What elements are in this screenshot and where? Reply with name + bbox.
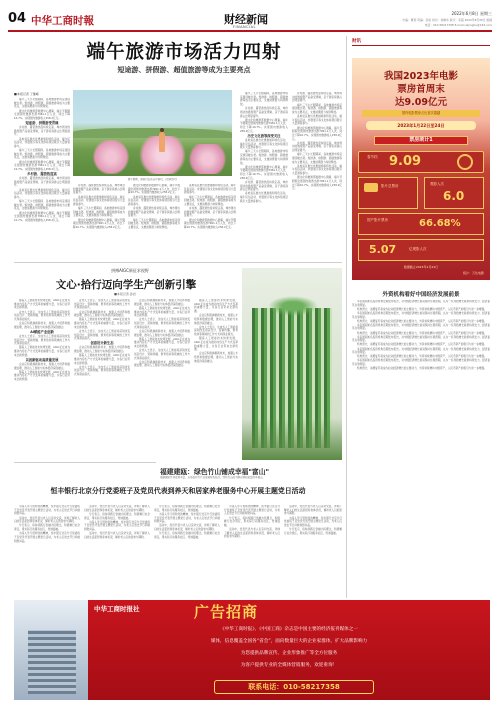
lead-photo-caption: 端午假期，游客们在花丛中游玩。(资料图片)	[127, 178, 178, 181]
ad-line: 为客户提供专业的全媒体营销服务，欢迎垂询！	[240, 663, 338, 668]
paragraph: 业内人士表示，生成式人工智能将深刻改变创意设计、营销传播、教育培训等领域的工作方式和商业模式。	[134, 349, 190, 360]
paragraph: 分行表示，将持续践行金融为民理念，积极履行社会责任，用实际行动服务社区，传递温暖。	[154, 505, 220, 512]
subheading: 创意设计新生态	[90, 341, 114, 346]
feature1-col-3	[134, 299, 190, 459]
feature1-col-1	[14, 299, 70, 459]
paragraph: 业内人士表示，生成式人工智能将深刻改变创意设计、营销传播、教育培训等领域的工作方式和商业模式。	[14, 334, 70, 346]
section-title: 财经新闻	[224, 13, 268, 26]
section-rule	[14, 262, 342, 263]
ad-logo: 中华工商时报社	[94, 605, 140, 613]
paragraph: 业内人士表示，生成式人工智能将深刻改变创意设计、营销传播、教育培训等领域的工作方式和商业模式。	[74, 299, 130, 310]
paragraph: 企业应积极拥抱新技术，加强人才培养和数据治理，推动人工智能与实体经济深度融合。	[14, 322, 70, 329]
paragraph: 各地景区推出优惠措施和特色活动，端午民俗活动、非遗展示等文化体验项目吸引大量游客参与。	[240, 138, 288, 150]
paragraph: 为深入学习贯彻党的精神，恒丰银行北京分行党委班子及党员代表开展主题党日活动，为老人们送去节日问候和慰问品。	[284, 516, 342, 527]
paragraph: 机构预计，消费复苏将成为拉动经济增长的主要动力，外资持续增持中国资产，人民币资产的吸引力进一步增强。	[357, 367, 487, 371]
stat-value: 66.68%	[419, 218, 461, 229]
ticket-icon	[364, 183, 378, 192]
paragraph: 各地景区推出优惠措施和特色活动，端午民俗活动、非遗展示等文化体验项目吸引大量游客参与。	[240, 192, 288, 203]
stat-label: 观影人次	[430, 182, 444, 186]
paragraph: 多家国际知名投资机构近期发布报告，对中国经济增长前景保持乐观预期，认为一系列稳增长政策持续发力，经济复苏态势明显。	[352, 347, 490, 355]
paragraph: 企业应积极拥抱新技术，加强人才培养和数据治理，推动人工智能与实体经济深度融合。	[14, 362, 70, 370]
paragraph: 乡村游、露营游热度持续走高，城市周边的微度假产品备受青睐，亲子游家庭游占比明显提升。	[292, 141, 342, 153]
paragraph: 各地景区推出优惠措施和特色活动，端午民俗活动、非遗展示等文化体验项目吸引大量游客参与。	[73, 195, 125, 206]
header-info: 中编：曹莉 责编：孙岩 校对：刘晓华 版式：李超 2022年8月30日 组稿	[402, 18, 492, 22]
stat-value: 6.0	[443, 189, 465, 203]
feature1-col-2	[74, 299, 130, 459]
banner-title-2: 票房首周末	[397, 84, 445, 95]
paragraph: 业内人士表示，生成式人工智能将深刻改变创意设计、营销传播、教育培训等领域的工作方式和商业模式。	[74, 329, 130, 341]
paragraph: 机构预计，消费复苏将成为拉动经济增长的主要动力，外资持续增持中国资产，人民币资产的吸引力进一步增强。	[357, 343, 487, 347]
paragraph: 据文化和旅游部数据中心测算，端午节假期全国国内旅游出游7961.1万人次，同比下降10.7%。实现国内旅游收入258.2亿元。	[292, 176, 342, 191]
box-office-infographic	[352, 58, 490, 280]
infographic-note: 数据截止2023年1月24日	[403, 265, 439, 269]
paragraph: 各地景区推出优惠措施和特色活动，端午民俗活动、非遗展示等文化体验项目吸引大量游客参与。	[292, 115, 342, 126]
paragraph: 各地景区推出优惠措施和特色活动，端午民俗活动、非遗展示等文化体验项目吸引大量游客参与。	[184, 184, 236, 195]
feature1-col-4	[194, 299, 238, 459]
lead-col-3	[128, 184, 180, 262]
paragraph: 分行表示，将持续践行金融为民理念，积极履行社会责任，用实际行动服务社区，传递温暖。	[84, 512, 150, 520]
paragraph: 为深入学习贯彻党的精神，恒丰银行北京分行党委班子及党员代表开展主题党日活动，为老人们送去节日问候和慰问品。	[14, 532, 80, 543]
paragraph: 分行表示，将持续践行金融为民理念，积极履行社会责任，用实际行动服务社区，传递温暖。	[154, 532, 220, 539]
ribbon-label: 票房统计1	[374, 136, 468, 145]
lead-col-2	[73, 184, 125, 262]
paragraph: 活动中，党员代表与老人们亲切交流，详细了解老人们的生活起居和身体状况，倾听老人们的需求与期盼。	[224, 528, 280, 539]
lead-subtitle: 短途游、拼假游、超值旅游等成为主要亮点	[117, 66, 251, 74]
header-contact: 电话：010-58217398 E-mail:caijingbu@163.com	[424, 22, 492, 27]
paragraph: 端午三天小长假期间，各地旅游市场呈现回暖态势。短途游、拼假游、超值旅游等成为主要亮点，文旅消费潜力持续释放。	[14, 200, 70, 211]
paragraph: 端午三天小长假期间，各地旅游市场呈现回暖态势。短途游、拼假游、超值旅游等成为主要亮点，文旅消费潜力持续释放。	[184, 195, 236, 206]
feature2-col-2	[84, 505, 150, 597]
paragraph: 为深入学习贯彻党的精神，恒丰银行北京分行党委班子及党员代表开展主题党日活动，为老人们送去节日问候和慰问品。	[84, 520, 150, 531]
paragraph: 活动中，党员代表与老人们亲切交流，详细了解老人们的生活起居和身体状况，倾听老人们的需求与期盼。	[84, 532, 150, 539]
lead-photo	[73, 90, 232, 176]
paragraph: 分行表示，将持续践行金融为民理念，积极履行社会责任，用实际行动服务社区，传递温暖。	[224, 516, 280, 527]
page-number: 04	[8, 11, 27, 26]
paragraph: 据文化和旅游部数据中心测算，端午节假期全国国内旅游出游7961.1万人次，同比下降10.7%。实现国内旅游收入258.2亿元。	[240, 165, 288, 180]
paragraph: 随着人工智能技术快速发展，AIGC正在成为推动内容生产方式变革的重要力量，为各行业带来全新机遇。	[134, 337, 190, 348]
paragraph: 据文化和旅游部数据中心测算，端午节假期全国国内旅游出游7961.1万人次，同比下降10.7%。实现国内旅游收入258.2亿元。	[14, 211, 70, 222]
paragraph: 分行表示，将持续践行金融为民理念，积极履行社会责任，用实际行动服务社区，传递温暖。	[284, 528, 342, 535]
paragraph: 企业应积极拥抱新技术，加强人才培养和数据治理，推动人工智能与实体经济深度融合。	[134, 329, 190, 337]
stat-label: 春节档	[367, 155, 378, 159]
stat-label: 影片总票房	[381, 184, 399, 188]
paragraph: 随着人工智能技术快速发展，AIGC正在成为推动内容生产方式变革的重要力量，为各行业带来全新机遇。	[194, 337, 238, 352]
feature2-col-4	[224, 505, 280, 597]
paragraph: 据文化和旅游部数据中心测算，端午节假期全国国内旅游出游7961.1万人次，同比下降10.7%。实现国内旅游收入258.2亿元。	[128, 184, 180, 195]
page-header	[8, 10, 492, 32]
paragraph: 端午三天小长假期间，各地旅游市场呈现回暖态势。短途游、拼假游、超值旅游等成为主要亮点，文旅消费潜力持续释放。	[240, 150, 288, 165]
paragraph: 端午三天小长假期间，各地旅游市场呈现回暖态势。短途游、拼假游、超值旅游等成为主要亮点，文旅消费潜力持续释放。	[73, 207, 125, 218]
paragraph: 端午三天小长假期间，各地旅游市场呈现回暖态势。短途游、拼假游、超值旅游等成为主要亮点，文旅消费潜力持续释放。	[292, 103, 342, 114]
stat-card	[358, 177, 418, 209]
bamboo-photo-headline: 福建建瓯：绿色竹山铺成幸福"富山"	[160, 468, 270, 476]
stat-card	[358, 151, 484, 173]
right-article-title: 外资机构看好中国经济发展前景	[382, 292, 460, 298]
paragraph: 业内人士表示，生成式人工智能将深刻改变创意设计、营销传播、教育培训等领域的工作方式和商业模式。	[194, 325, 238, 337]
feature2-col-3	[154, 505, 220, 597]
paragraph: 据文化和旅游部数据中心测算，端午节假期全国国内旅游出游7961.1万人次，同比下降10.7%。实现国内旅游收入258.2亿元。	[184, 218, 236, 229]
header-rule	[8, 30, 492, 32]
paragraph: 活动中，党员代表与老人们亲切交流，详细了解老人们的生活起居和身体状况，倾听老人们的需求与期盼。	[84, 505, 150, 512]
ad-title: 广告招商	[194, 603, 259, 621]
subheading: 短途游、拼假游受青睐	[25, 121, 59, 125]
paragraph: 企业应积极拥抱新技术，加强人才培养和数据治理，推动人工智能与实体经济深度融合。	[74, 310, 130, 318]
paragraph: 据文化和旅游部数据中心测算，端午节假期全国国内旅游出游7961.1万人次，同比下降10.7%。实现国内旅游收入258.2亿元。	[240, 118, 288, 133]
paragraph: 各地景区推出优惠措施和特色活动，端午民俗活动、非遗展示等文化体验项目吸引大量游客参与。	[128, 195, 180, 206]
ad-building-graphic	[28, 630, 76, 694]
paragraph: 乡村游、露营游热度持续走高，城市周边的微度假产品备受青睐，亲子游家庭游占比明显提升。	[184, 207, 236, 218]
paragraph: 端午三天小长假期间，各地旅游市场呈现回暖态势。短途游、拼假游、超值旅游等成为主要亮点，文旅消费潜力持续释放。	[240, 92, 288, 107]
paragraph: 为深入学习贯彻党的精神，恒丰银行北京分行党委班子及党员代表开展主题党日活动，为老人们送去节日问候和慰问品。	[154, 512, 220, 524]
stat-label: 亿观影人次	[409, 247, 427, 251]
feature2-col-1	[14, 505, 80, 597]
paragraph: 机构预计，消费复苏将成为拉动经济增长的主要动力，外资持续增持中国资产，人民币资产的吸引力进一步增强。	[357, 331, 487, 335]
paragraph: 为深入学习贯彻党的精神，恒丰银行北京分行党委班子及党员代表开展主题党日活动，为老人们送去节日问候和慰问品。	[14, 505, 80, 516]
issue-date: 2022年6月8日 星期三	[451, 11, 492, 16]
paragraph: 分行表示，将持续践行金融为民理念，积极履行社会责任，用实际行动服务社区，传递温暖。	[14, 524, 80, 531]
gold-strip: 国内电影票房占比首次超越	[362, 110, 480, 117]
stat-card	[358, 239, 484, 261]
paragraph: 随着人工智能技术快速发展，AIGC正在成为推动内容生产方式变革的重要力量，为各行业带来全新机遇。	[14, 346, 70, 357]
feature1-kicker: 拼搏AIGC新征求视野	[111, 268, 149, 273]
paragraph: 据文化和旅游部数据中心测算，端午节假期全国国内旅游出游7961.1万人次，同比下降10.7%。实现国内旅游收入258.2亿元。	[14, 160, 70, 171]
bamboo-photo-caption: 福建建瓯竹林资源丰富，当地依托竹产业发展特色经济，绿色竹山成为群众增收致富的幸福山。	[160, 476, 266, 479]
banner-title-3: 达9.09亿元	[395, 97, 447, 108]
paragraph: 据文化和旅游部数据中心测算，端午节假期全国国内旅游出游7961.1万人次，同比下降10.7%。实现国内旅游收入258.2亿元。	[292, 126, 342, 141]
paragraph: 活动中，党员代表与老人们亲切交流，详细了解老人们的生活起居和身体状况，倾听老人们的需求与期盼。	[284, 505, 342, 516]
paragraph: 活动中，党员代表与老人们亲切交流，详细了解老人们的生活起居和身体状况，倾听老人们的需求与期盼。	[154, 524, 220, 531]
ad-building-panel	[14, 600, 88, 700]
stat-value: 9.09	[389, 154, 422, 169]
ad-line: 为您提供品牌宣传、企业形象推广等全方位服务	[240, 651, 338, 656]
bottom-ad	[14, 600, 490, 700]
lead-title: 端午旅游市场活力四射	[86, 42, 282, 63]
date-pill: 2023年1月22日至24日	[366, 121, 476, 130]
paragraph: 乡村游、露营游热度持续走高，城市周边的微度假产品备受青睐，亲子游家庭游占比明显提升。	[240, 107, 288, 118]
stat-card	[358, 213, 484, 235]
paragraph: 多家国际知名投资机构近期发布报告，对中国经济增长前景保持乐观预期，认为一系列稳增长政策持续发力，经济复苏态势明显。	[352, 335, 490, 343]
subheading: 以创新驱动高质量发展	[25, 357, 59, 362]
paragraph: 随着人工智能技术快速发展，AIGC正在成为推动内容生产方式变革的重要力量，为各行业带来全新机遇。	[14, 370, 70, 381]
stat-value: 5.07	[369, 243, 397, 256]
lead-col-4	[184, 184, 236, 262]
right-tag-rule	[352, 45, 490, 46]
paragraph: 为深入学习贯彻党的精神，恒丰银行北京分行党委班子及党员代表开展主题党日活动，为老人们送去节日问候和慰问品。	[224, 505, 280, 516]
paragraph: 乡村游、露营游热度持续走高，城市周边的微度假产品备受青睐，亲子游家庭游占比明显提升。	[14, 177, 70, 188]
paragraph: 机构预计，消费复苏将成为拉动经济增长的主要动力，外资持续增持中国资产，人民币资产的吸引力进一步增强。	[357, 319, 487, 323]
paragraph: 多家国际知名投资机构近期发布报告，对中国经济增长前景保持乐观预期，认为一系列稳增长政策持续发力，经济复苏态势明显。	[352, 359, 490, 367]
ad-phone: 联系电话：010-58217358	[214, 680, 374, 694]
paragraph: 乡村游、露营游热度持续走高，城市周边的微度假产品备受青睐，亲子游家庭游占比明显提升。	[73, 184, 125, 195]
paper-name: 中华工商时報	[31, 15, 94, 27]
paragraph: 随着人工智能技术快速发展，AIGC正在成为推动内容生产方式变革的重要力量，为各行业带来全新机遇。	[74, 318, 130, 329]
infographic-credit: 统计：万达电影	[462, 271, 484, 275]
subheading: AI赋能产业创新	[30, 329, 54, 334]
feature1-byline: ■本报记者 孙岩	[114, 292, 136, 296]
film-reel-icon	[457, 154, 473, 170]
ad-line: 媒体，信息覆盖全国各“省会”，面向数量巨大的企业家群体，扩大品牌影响力	[210, 639, 368, 644]
paragraph: 据文化和旅游部数据中心测算，端午节假期全国国内旅游出游7961.1万人次，同比下降10.7%。实现国内旅游收入258.2亿元。	[14, 109, 70, 120]
paragraph: 企业应积极拥抱新技术，加强人才培养和数据治理，推动人工智能与实体经济深度融合。	[134, 299, 190, 306]
paragraph: 企业应积极拥抱新技术，加强人才培养和数据治理，推动人工智能与实体经济深度融合。	[194, 314, 238, 325]
paragraph: 多家国际知名投资机构近期发布报告，对中国经济增长前景保持乐观预期，认为一系列稳增长政策持续发力，经济复苏态势明显。	[352, 311, 490, 319]
paragraph: 活动中，党员代表与老人们亲切交流，详细了解老人们的生活起居和身体状况，倾听老人们的需求与期盼。	[14, 516, 80, 524]
paragraph: 随着人工智能技术快速发展，AIGC正在成为推动内容生产方式变革的重要力量，为各行业带来全新机遇。	[74, 354, 130, 365]
lead-col-1	[14, 98, 70, 263]
paragraph: 业内人士表示，生成式人工智能将深刻改变创意设计、营销传播、教育培训等领域的工作方式和商业模式。	[134, 318, 190, 329]
section-rule	[14, 462, 156, 463]
feature1-title: 文心·拾行迈向学生产创新引擎	[55, 279, 197, 291]
paragraph: 机构预计，消费复苏将成为拉动经济增长的主要动力，外资持续增持中国资产，人民币资产的吸引力进一步增强。	[357, 355, 487, 359]
paragraph: 随着人工智能技术快速发展，AIGC正在成为推动内容生产方式变革的重要力量，为各行业带来全新机遇。	[194, 299, 238, 314]
lead-col-6	[292, 92, 342, 262]
banner-title-1: 我国2023年电影	[384, 71, 458, 82]
stat-card	[424, 177, 484, 209]
paragraph: 企业应积极拥抱新技术，加强人才培养和数据治理，推动人工智能与实体经济深度融合。	[194, 352, 238, 363]
lead-byline: ■本报记者 丁继峰	[14, 92, 39, 96]
stat-label: 国产影片票房	[367, 218, 388, 222]
paragraph: 各地景区推出优惠措施和特色活动，端午民俗活动、非遗展示等文化体验项目吸引大量游客参与。	[292, 164, 342, 176]
paragraph: 机构预计，消费复苏将成为拉动经济增长的主要动力，外资持续增持中国资产，人民币资产的吸引力进一步增强。	[357, 307, 487, 311]
paragraph: 端午三天小长假期间，各地旅游市场呈现回暖态势。短途游、拼假游、超值旅游等成为主要亮点，文旅消费潜力持续释放。	[292, 153, 342, 164]
right-section-tag: 财讯	[352, 39, 361, 44]
paragraph: 各地景区推出优惠措施和特色活动，端午民俗活动、非遗展示等文化体验项目吸引大量游客参与。	[14, 188, 70, 199]
column-divider	[346, 36, 347, 598]
section-subtitle: FINANCIAL	[233, 25, 256, 29]
paragraph: 乡村游、露营游热度持续走高，城市周边的微度假产品备受青睐，亲子游家庭游占比明显提升。	[14, 126, 70, 137]
subheading: 乡村游、露营热度高	[27, 172, 57, 176]
paragraph: 企业应积极拥抱新技术，加强人才培养和数据治理，推动人工智能与实体经济深度融合。	[74, 346, 130, 353]
paragraph: 各地景区推出优惠措施和特色活动，端午民俗活动、非遗展示等文化体验项目吸引大量游客参与。	[14, 137, 70, 148]
paragraph: 端午三天小长假期间，各地旅游市场呈现回暖态势。短途游、拼假游、超值旅游等成为主要亮点，文旅消费潜力持续释放。	[14, 149, 70, 160]
paragraph: 多家国际知名投资机构近期发布报告，对中国经济增长前景保持乐观预期，认为一系列稳增长政策持续发力，经济复苏态势明显。	[352, 323, 490, 331]
paragraph: 乡村游、露营游热度持续走高，城市周边的微度假产品备受青睐，亲子游家庭游占比明显提升。	[292, 92, 342, 103]
paragraph: 随着人工智能技术快速发展，AIGC正在成为推动内容生产方式变革的重要力量，为各行业带来全新机遇。	[14, 299, 70, 310]
paragraph: 据文化和旅游部数据中心测算，端午节假期全国国内旅游出游7961.1万人次，同比下降10.7%。实现国内旅游收入258.2亿元。	[73, 218, 125, 229]
paragraph: 业内人士表示，生成式人工智能将深刻改变创意设计、营销传播、教育培训等领域的工作方式和商业模式。	[14, 310, 70, 321]
feature2-col-5	[284, 505, 342, 597]
paragraph: 业内人士表示，生成式人工智能将深刻改变创意设计、营销传播、教育培训等领域的工作方式和商业模式。	[74, 365, 130, 376]
lead-col-5	[240, 92, 288, 262]
paragraph: 端午三天小长假期间，各地旅游市场呈现回暖态势。短途游、拼假游、超值旅游等成为主要亮点，文旅消费潜力持续释放。	[128, 218, 180, 229]
ad-line: 《中华工商时报》、《中国工商》杂志是中国主要的经济报刊媒体之一	[220, 627, 358, 632]
subheading: 历史文化游等深受关注	[247, 133, 281, 138]
paragraph: 乡村游、露营游热度持续走高，城市周边的微度假产品备受青睐，亲子游家庭游占比明显提升。	[240, 180, 288, 192]
paragraph: 随着人工智能技术快速发展，AIGC正在成为推动内容生产方式变革的重要力量，为各行业带来全新机遇。	[134, 306, 190, 318]
paragraph: 端午三天小长假期间，各地旅游市场呈现回暖态势。短途游、拼假游、超值旅游等成为主要亮点，文旅消费潜力持续释放。	[14, 98, 70, 109]
bamboo-photo	[242, 268, 342, 460]
paragraph: 企业应积极拥抱新技术，加强人才培养和数据治理，推动人工智能与实体经济深度融合。	[134, 360, 190, 368]
paragraph: 多家国际知名投资机构近期发布报告，对中国经济增长前景保持乐观预期，认为一系列稳增长政策持续发力，经济复苏态势明显。	[352, 300, 490, 307]
paragraph: 乡村游、露营游热度持续走高，城市周边的微度假产品备受青睐，亲子游家庭游占比明显提升。	[128, 207, 180, 218]
feature2-title: 恒丰银行北京分行党委班子及党员代表到养天和居家养老服务中心开展主题党日活动	[50, 487, 306, 495]
right-article-body	[352, 300, 490, 598]
